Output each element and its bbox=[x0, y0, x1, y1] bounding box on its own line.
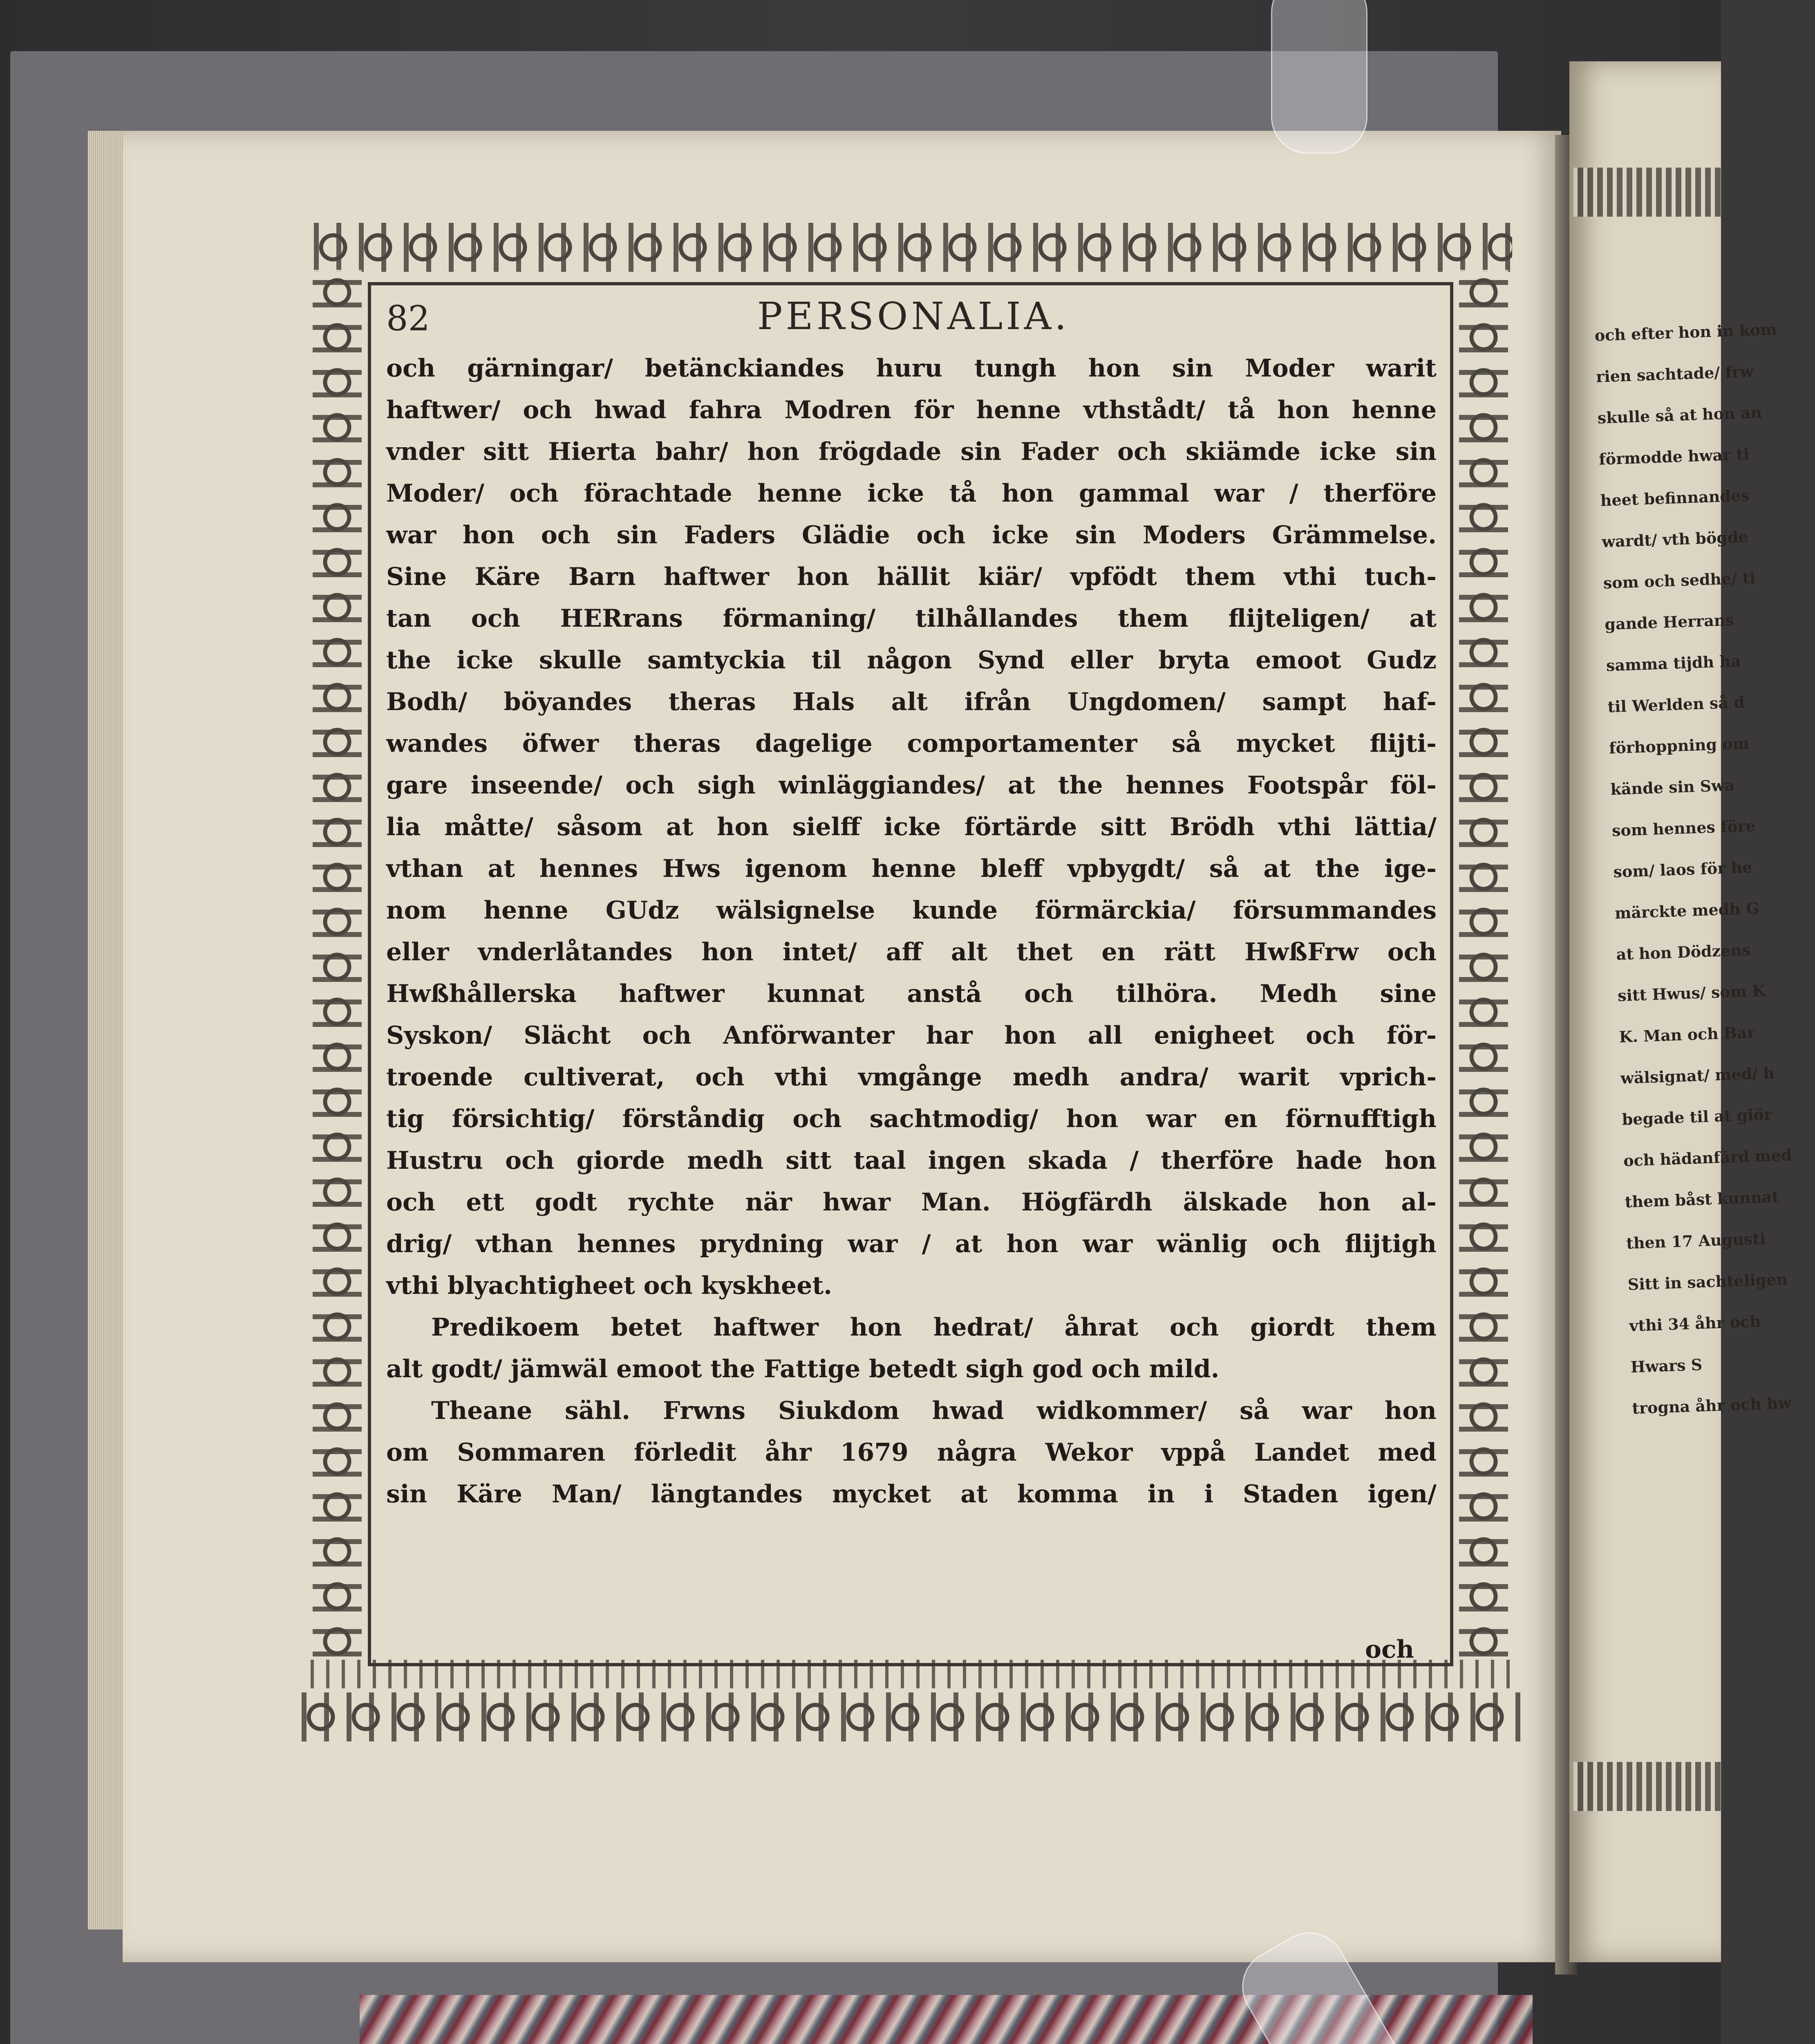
facing-line: sitt Hwus/ som K bbox=[1617, 981, 1766, 1005]
facing-line: förhoppning om bbox=[1609, 734, 1750, 758]
mylar-clip-top bbox=[1271, 0, 1367, 154]
facing-page bbox=[1569, 61, 1792, 1962]
facing-ornament-bottom bbox=[1573, 1762, 1721, 1811]
text-line: vthan at hennes Hws igenom henne bleff vpbygdt/ så at the ige- bbox=[386, 854, 1437, 883]
text-line: wandes öfwer theras dagelige comportamenter så mycket flijti- bbox=[386, 729, 1437, 758]
text-line: Hustru och giorde medh sitt taal ingen skada / therföre hade hon bbox=[386, 1146, 1437, 1175]
facing-line: heet befinnandes bbox=[1600, 486, 1750, 510]
text-line: nom henne GUdz wälsignelse kunde förmärckia/ försummandes bbox=[386, 896, 1437, 925]
text-line: Syskon/ Slächt och Anförwanter har hon all enigheet och för- bbox=[386, 1021, 1437, 1050]
body-text bbox=[386, 347, 1437, 1515]
text-line: Sine Käre Barn haftwer hon hällit kiär/ vpfödt them vthi tuch- bbox=[386, 563, 1437, 591]
text-line: sin Käre Man/ längtandes mycket at komma in i Staden igen/ bbox=[386, 1480, 1437, 1508]
running-head: PERSONALIA. bbox=[757, 294, 1070, 338]
facing-line: samma tijdh ha bbox=[1606, 651, 1741, 675]
facing-line: gande Herrans bbox=[1604, 610, 1734, 634]
ornament-border-right bbox=[1459, 270, 1508, 1660]
facing-line: at hon Dödzens bbox=[1616, 940, 1751, 964]
facing-line: rien sachtade/ frw bbox=[1596, 362, 1754, 386]
text-line: war hon och sin Faders Glädie och icke sin Moders Grämmelse. bbox=[386, 521, 1437, 549]
facing-line: och efter hon in kom bbox=[1594, 320, 1777, 345]
text-line: vnder sitt Hierta bahr/ hon frögdade sin Fader och skiämde icke sin bbox=[386, 437, 1437, 466]
facing-line: märckte medh G bbox=[1614, 899, 1760, 923]
facing-line: skulle så at hon an bbox=[1597, 403, 1762, 427]
text-line: Moder/ och förachtade henne icke tå hon gammal war / therföre bbox=[386, 479, 1437, 508]
facing-line: förmodde hwar ti bbox=[1598, 444, 1750, 468]
facing-line: them båst kunnat bbox=[1624, 1187, 1779, 1211]
facing-line: trogna åhr och hw bbox=[1631, 1393, 1792, 1418]
text-line: och gärningar/ betänckiandes huru tungh hon sin Moder warit bbox=[386, 354, 1437, 383]
text-line: tig försichtig/ förståndig och sachtmodig/ hon war en förnufftigh bbox=[386, 1105, 1437, 1133]
text-line: haftwer/ och hwad fahra Modren för henne vthstådt/ tå hon henne bbox=[386, 396, 1437, 424]
text-line: och ett godt rychte när hwar Man. Högfärdh älskade hon al- bbox=[386, 1188, 1437, 1217]
facing-line: Hwars S bbox=[1630, 1355, 1703, 1376]
facing-line: begade til at giör bbox=[1621, 1105, 1772, 1129]
facing-line: wälsignat/ med/ h bbox=[1620, 1063, 1775, 1087]
facing-line: som hennes före bbox=[1611, 816, 1756, 840]
page-edges bbox=[88, 131, 127, 1930]
text-line: the icke skulle samtyckia til någon Synd eller bryta emoot Gudz bbox=[386, 646, 1437, 675]
text-line: lia måtte/ såsom at hon sielff icke förtärde sitt Brödh vthi lättia/ bbox=[386, 813, 1437, 841]
facing-line: then 17 Augusti bbox=[1626, 1229, 1766, 1253]
text-line: drig/ vthan hennes prydning war / at hon war wänlig och flijtigh bbox=[386, 1230, 1437, 1258]
text-line: om Sommaren förledit åhr 1679 några Wekor vppå Landet med bbox=[386, 1438, 1437, 1467]
facing-text-block bbox=[1594, 310, 1792, 1429]
facing-line: Sitt in sachteligen bbox=[1627, 1269, 1788, 1294]
text-line: eller vnderlåtandes hon intet/ aff alt thet en rätt HwßFrw och bbox=[386, 938, 1437, 966]
page-number: 82 bbox=[386, 298, 430, 338]
facing-line: som och sedhe/ ti bbox=[1603, 568, 1756, 592]
text-line: Predikoem betet haftwer hon hedrat/ åhrat och giordt them bbox=[431, 1313, 1437, 1342]
facing-line: som/ laos för he bbox=[1613, 858, 1753, 881]
text-line: tan och HERrans förmaning/ tilhållandes them flijteligen/ at bbox=[386, 604, 1437, 633]
facing-line: och hädanfärd med bbox=[1623, 1145, 1792, 1170]
text-line: alt godt/ jämwäl emoot the Fattige betedt sigh god och mild. bbox=[386, 1355, 1220, 1383]
facing-line: kände sin Swa bbox=[1610, 775, 1735, 799]
facing-line: vthi 34 åhr och bbox=[1629, 1312, 1761, 1335]
text-line: Hwßhållerska haftwer kunnat anstå och tilhöra. Medh sine bbox=[386, 979, 1437, 1008]
text-line: troende cultiverat, och vthi vmgånge medh andra/ warit vprich- bbox=[386, 1063, 1437, 1091]
text-line: Bodh/ böyandes theras Hals alt ifrån Ungdomen/ sampt haf- bbox=[386, 688, 1437, 716]
catchword: och bbox=[1365, 1635, 1414, 1664]
page-header bbox=[386, 286, 1441, 352]
text-line: vthi blyachtigheet och kyskheet. bbox=[386, 1271, 832, 1300]
facing-line: wardt/ vth bögde bbox=[1601, 527, 1749, 551]
facing-line: til Werlden så d bbox=[1607, 693, 1745, 716]
facing-ornament-top bbox=[1573, 168, 1721, 217]
ornament-border-bottom bbox=[298, 1692, 1520, 1741]
text-line: gare inseende/ och sigh winläggiandes/ at the hennes Footspår föl- bbox=[386, 771, 1437, 800]
facing-line: K. Man och Bar bbox=[1618, 1023, 1756, 1046]
ornament-border-left bbox=[313, 270, 362, 1660]
ornament-border-top bbox=[311, 223, 1512, 272]
text-line: Theane sähl. Frwns Siukdom hwad widkommer/ så war hon bbox=[431, 1396, 1437, 1425]
